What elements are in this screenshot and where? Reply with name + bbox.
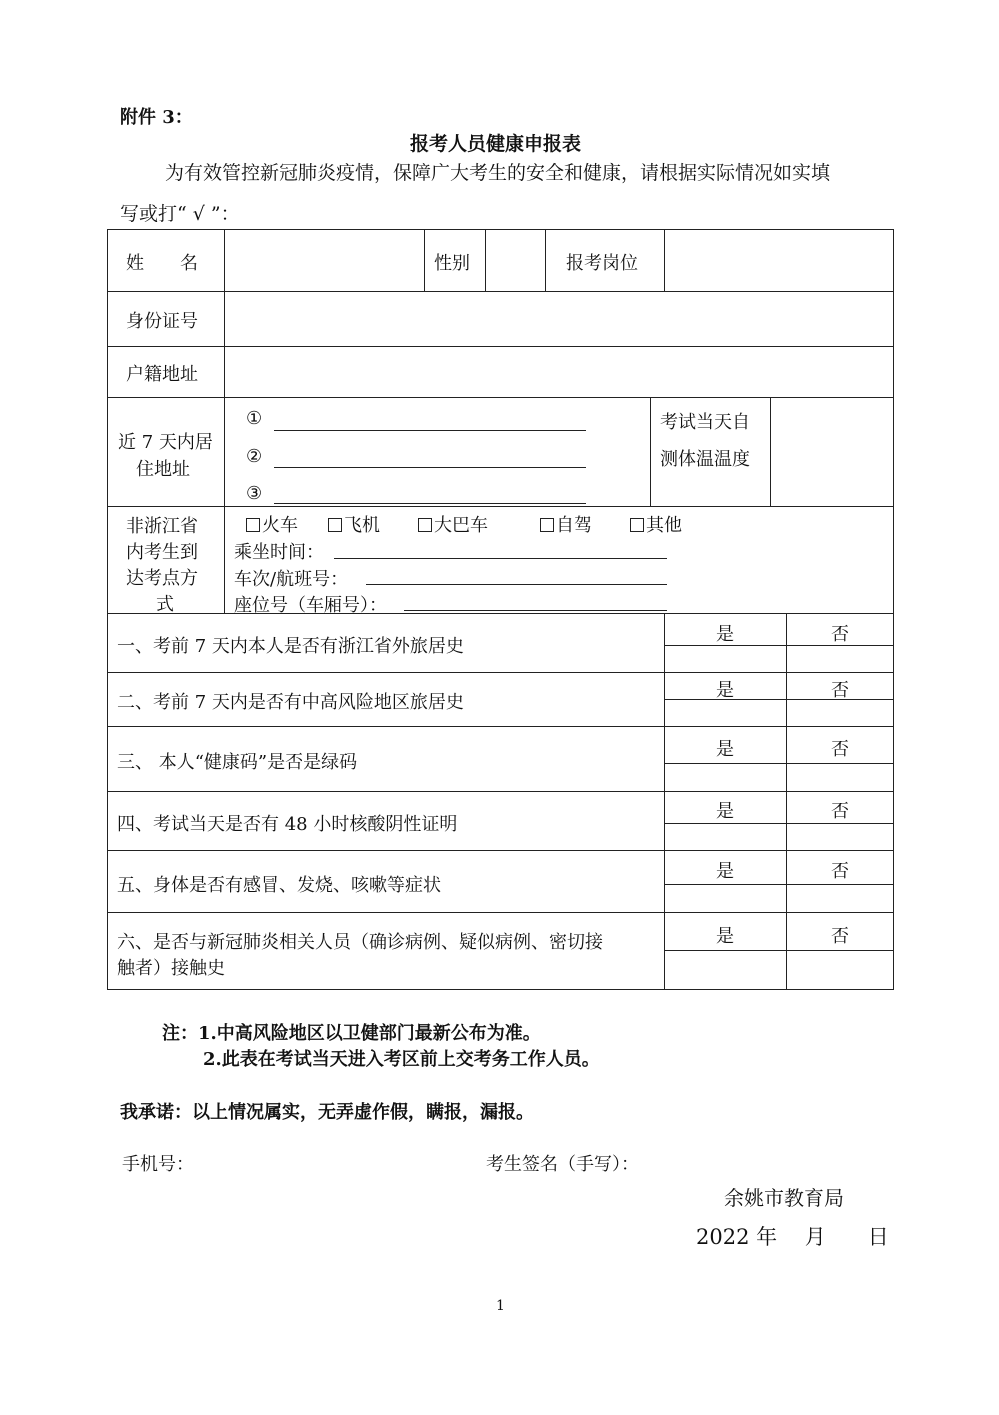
option-other-label: 其他 (646, 515, 682, 536)
date-line: 2022 年 月 日 (696, 1225, 889, 1249)
option-train[interactable] (246, 511, 298, 537)
residence-label-line2: 住地址 (136, 459, 190, 480)
household-address-field[interactable] (226, 348, 892, 396)
seat-number-line[interactable] (404, 610, 667, 611)
residence-line-2[interactable] (274, 467, 586, 468)
pledge-text: 我承诺：以上情况属实，无弄虚作假，瞒报，漏报。 (120, 1102, 534, 1123)
residence-line-3[interactable] (274, 503, 586, 504)
q5-yes-cell[interactable] (666, 886, 785, 911)
household-address-label: 户籍地址 (126, 364, 198, 385)
q5-no-label: 否 (831, 861, 849, 882)
q3-no-label: 否 (831, 739, 849, 760)
residence-item-3: ③ (246, 483, 263, 504)
question-2: 二、考前 7 天内是否有中高风险地区旅居史 (117, 692, 464, 713)
transport-label-line2: 内考生到 (126, 542, 198, 563)
name-field[interactable] (226, 231, 423, 290)
intro-text-line2: 写或打“ √ ”： (120, 203, 240, 225)
temperature-field[interactable] (772, 399, 892, 505)
residence-item-2: ② (246, 446, 263, 467)
q6-yes-cell[interactable] (666, 952, 785, 988)
q6-yes-label: 是 (716, 926, 734, 947)
gender-field[interactable] (487, 231, 544, 290)
transport-label-line1: 非浙江省 (126, 516, 198, 537)
q5-yes-label: 是 (716, 861, 734, 882)
option-bus[interactable] (418, 511, 488, 537)
q5-no-cell[interactable] (788, 886, 892, 911)
position-label: 报考岗位 (566, 253, 638, 274)
residence-label-line1: 近 7 天内居 (118, 432, 213, 453)
page-number: 1 (496, 1298, 505, 1314)
phone-label: 手机号： (122, 1154, 194, 1175)
q3-yes-cell[interactable] (666, 765, 785, 790)
option-plane-label: 飞机 (344, 515, 380, 536)
train-number-label: 车次/航班号： (234, 569, 349, 590)
q2-yes-cell[interactable] (666, 701, 785, 725)
note-1: 注：1.中高风险地区以卫健部门最新公布为准。 (162, 1023, 541, 1044)
q3-yes-label: 是 (716, 739, 734, 760)
option-bus-label: 大巴车 (434, 515, 488, 536)
question-3: 三、 本人“健康码”是否是绿码 (117, 752, 358, 773)
checkbox-icon (540, 518, 554, 532)
q4-yes-label: 是 (716, 801, 734, 822)
q1-yes-label: 是 (716, 624, 734, 645)
checkbox-icon (328, 518, 342, 532)
position-field[interactable] (666, 231, 892, 290)
transport-label-line4: 式 (156, 594, 174, 615)
q6-no-label: 否 (831, 926, 849, 947)
temperature-label-line2: 测体温温度 (660, 449, 750, 470)
seat-number-label: 座位号（车厢号）： (234, 595, 387, 616)
residence-item-1: ① (246, 408, 263, 429)
question-6-line2: 触者）接触史 (117, 958, 225, 979)
option-train-label: 火车 (262, 515, 298, 536)
id-number-field[interactable] (226, 293, 892, 345)
residence-line-1[interactable] (274, 430, 586, 431)
ride-time-label: 乘坐时间： (234, 542, 324, 563)
attachment-label: 附件 3： (120, 107, 193, 128)
q2-no-label: 否 (831, 680, 849, 701)
question-6-line1: 六、是否与新冠肺炎相关人员（确诊病例、疑似病例、密切接 (117, 932, 603, 953)
q1-yes-cell[interactable] (666, 647, 785, 671)
intro-text-line1: 为有效管控新冠肺炎疫情，保障广大考生的安全和健康，请根据实际情况如实填 (165, 162, 831, 184)
transport-label-line3: 达考点方 (126, 568, 198, 589)
option-plane[interactable] (328, 511, 380, 537)
question-4: 四、考试当天是否有 48 小时核酸阴性证明 (117, 814, 458, 835)
q1-no-cell[interactable] (788, 647, 892, 671)
note-2: 2.此表在考试当天进入考区前上交考务工作人员。 (203, 1049, 600, 1070)
issuer-name: 余姚市教育局 (724, 1186, 844, 1210)
q4-yes-cell[interactable] (666, 825, 785, 849)
id-number-label: 身份证号 (126, 311, 198, 332)
question-5: 五、身体是否有感冒、发烧、咳嗽等症状 (117, 875, 441, 896)
form-title: 报考人员健康申报表 (410, 133, 582, 155)
gender-label: 性别 (434, 253, 470, 274)
name-label: 姓 名 (126, 253, 198, 274)
q4-no-label: 否 (831, 801, 849, 822)
question-1: 一、考前 7 天内本人是否有浙江省外旅居史 (117, 636, 464, 657)
q2-yes-label: 是 (716, 680, 734, 701)
q3-no-cell[interactable] (788, 765, 892, 790)
q4-no-cell[interactable] (788, 825, 892, 849)
signature-label: 考生签名（手写）： (486, 1154, 639, 1175)
q6-no-cell[interactable] (788, 952, 892, 988)
option-other[interactable] (630, 511, 682, 537)
checkbox-icon (418, 518, 432, 532)
train-number-line[interactable] (366, 584, 667, 585)
option-self-drive[interactable] (540, 511, 592, 537)
q1-no-label: 否 (831, 624, 849, 645)
q2-no-cell[interactable] (788, 701, 892, 725)
checkbox-icon (246, 518, 260, 532)
ride-time-line[interactable] (334, 558, 667, 559)
temperature-label-line1: 考试当天自 (660, 412, 750, 433)
option-self-drive-label: 自驾 (556, 515, 592, 536)
checkbox-icon (630, 518, 644, 532)
